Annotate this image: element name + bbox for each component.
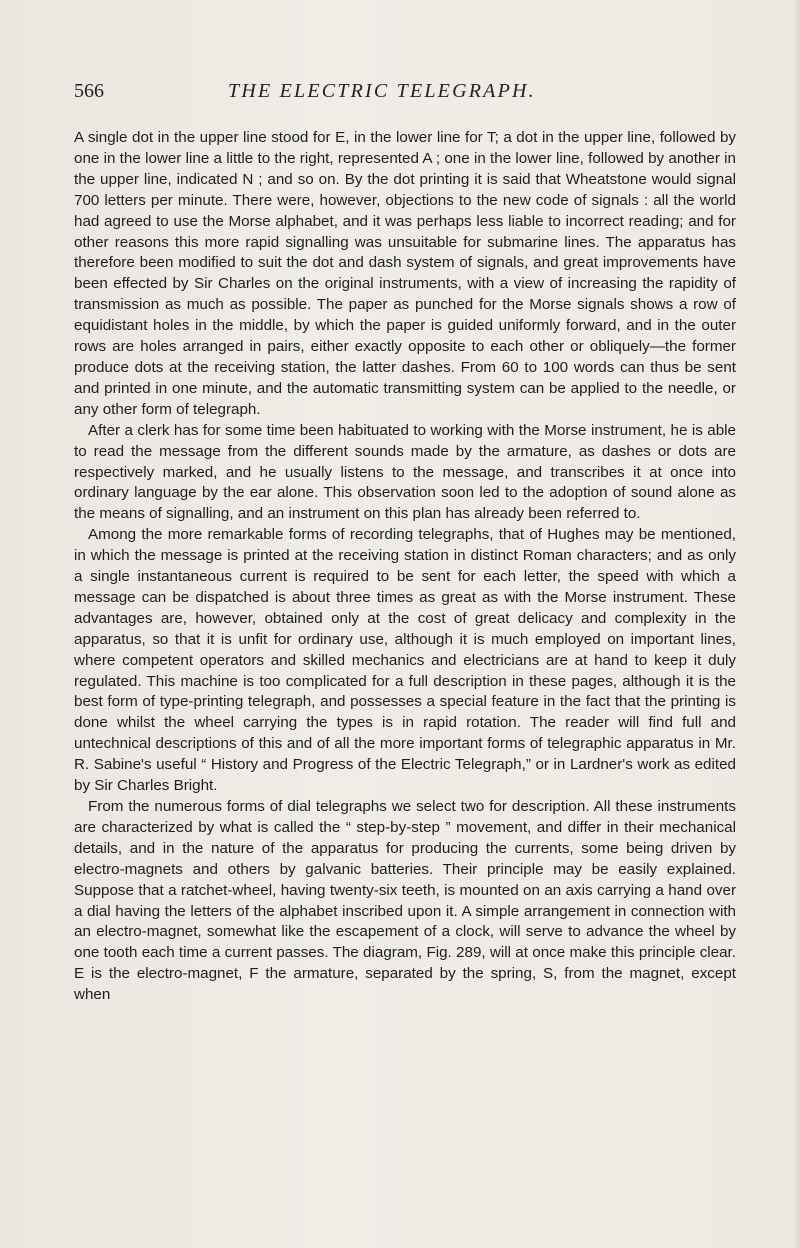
- paragraph-morse-sounds: After a clerk has for some time been habituated to working with the Morse instrument, he is able to read the message from the different sounds made by the armature, as dashes or dots are respectively marked, and he usually listens to the message, and transcribes it at once into ordinary language by the ear alone. This observation soon led to the adoption of sound alone as the means of signalling, and an instrument on this plan has already been referred to.: [74, 421, 736, 523]
- page-number: 566: [74, 80, 104, 102]
- paragraph-dial-telegraphs: From the numerous forms of dial telegraphs we select two for description. All these instruments are characterized by what is called the “ step-by-step ” movement, and differ in their mechanical details, and in the nature of the apparatus for producing the currents, some being driven by electro-magnets and others by galvanic batteries. Their principle may be easily explained. Suppose that a ratchet-wheel, having twenty-six teeth, is mounted on an axis carrying a hand over a dial having the letters of the alphabet inscribed upon it. A simple arrangement in connection with an electro-magnet, somewhat like the escapement of a clock, will serve to advance the wheel by one tooth each time a current passes. The diagram, Fig. 289, will at once make this principle clear. E is the electro-magnet, F the armature, separated by the spring, S, from the magnet, except when: [74, 798, 736, 1004]
- paragraph-continuation: A single dot in the upper line stood for E, in the lower line for T; a dot in the upper line, followed by one in the lower line a little to the right, represented A ; one in the lower line, followed by another in the upper line, indicated N ; and so on. By the dot printing it is said that Wheatstone would signal 700 letters per minute. There were, however, objections to the new code of signals : all the world had agreed to use the Morse alphabet, and it was perhaps less liable to incorrect reading; and for other reasons this more rapid signalling was unsuitable for submarine lines. The apparatus has therefore been modified to suit the dot and dash system of signals, and great improvements have been effected by Sir Charles on the original instruments, with a view of increasing the rapidity of transmission as much as possible. The paper as punched for the Morse signals shows a row of equidistant holes in the middle, by which the paper is guided uniformly forward, and in the outer rows are holes arranged in pairs, either exactly opposite to each other or obliquely—the former produce dots at the receiving station, the latter dashes. From 60 to 100 words can thus be sent and printed in one minute, and the automatic transmitting system can be applied to the needle, or any other form of telegraph.: [74, 129, 736, 418]
- running-title: THE ELECTRIC TELEGRAPH.: [228, 80, 536, 102]
- page-edge-shadow: [792, 0, 800, 1248]
- body-text: [74, 128, 736, 1006]
- paragraph-hughes-telegraph: Among the more remarkable forms of recording telegraphs, that of Hughes may be mentioned, in which the message is printed at the receiving station in distinct Roman characters; and as only a single instantaneous current is required to be sent for each letter, the speed with which a message can be dispatched is about three times as great as with the Morse instrument. These advantages are, however, obtained only at the cost of great delicacy and complexity in the apparatus, so that it is unfit for ordinary use, although it is much employed on important lines, where competent operators and skilled mechanics and electricians are at hand to keep it duly regulated. This machine is too complicated for a full description in these pages, although it is the best form of type-printing telegraph, and possesses a special feature in the fact that the printing is done whilst the wheel carrying the types is in rapid rotation. The reader will find full and untechnical descriptions of this and of all the more important forms of telegraphic apparatus in Mr. R. Sabine's useful “ History and Progress of the Electric Telegraph,” or in Lardner's work as edited by Sir Charles Bright.: [74, 526, 736, 795]
- page-header: [74, 80, 734, 106]
